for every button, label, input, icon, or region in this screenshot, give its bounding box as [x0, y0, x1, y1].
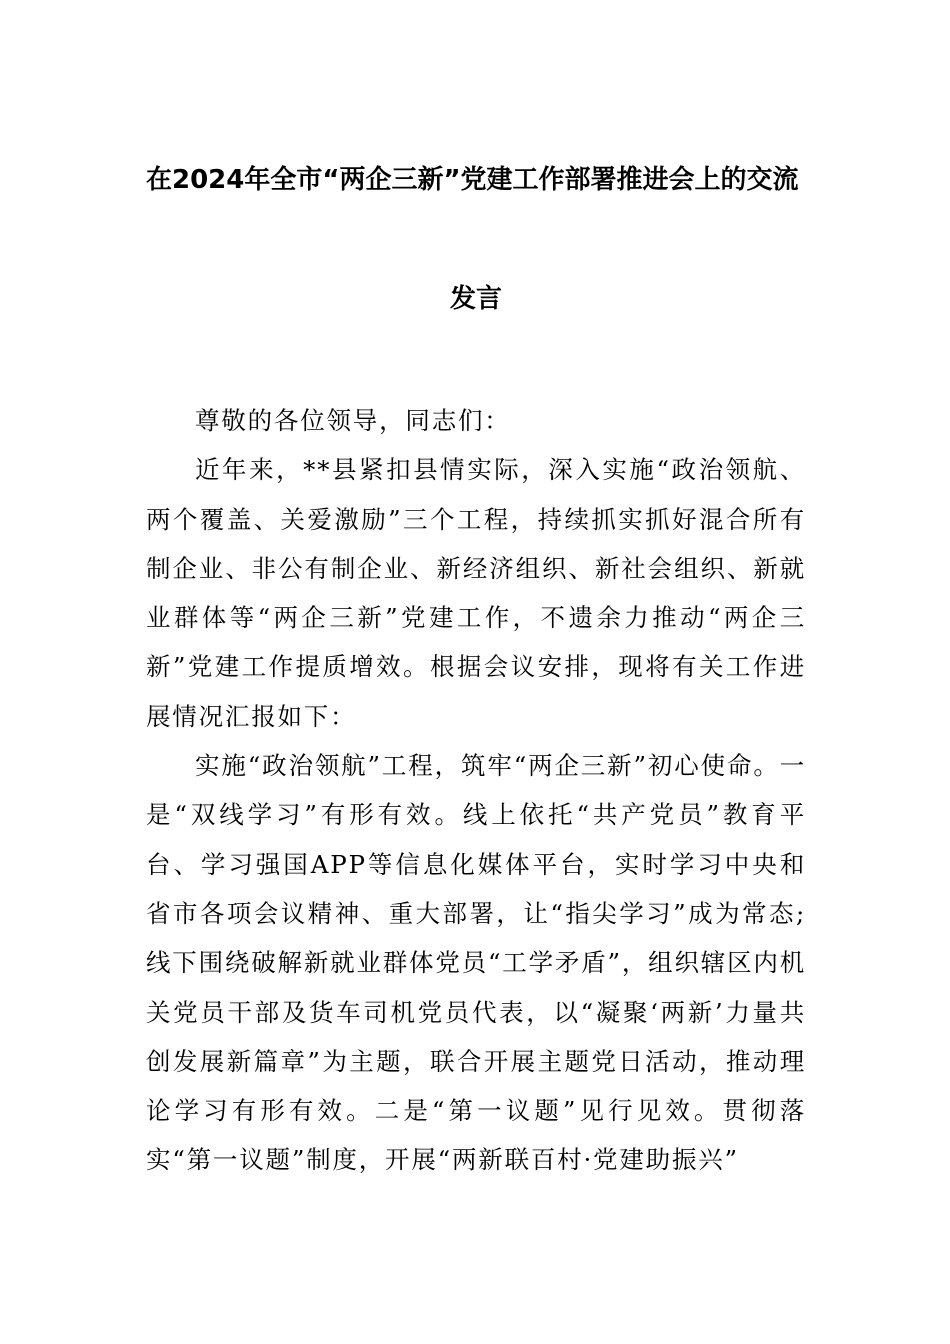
document-title-line-1: 在2024年全市“两企三新”党建工作部署推进会上的交流: [146, 165, 799, 195]
document-title-line-2: 发言: [449, 284, 502, 314]
document-body: [146, 396, 806, 1185]
paragraph-intro: 近年来，**县紧扣县情实际，深入实施“政治领航、两个覆盖、关爱激励”三个工程，持续抓实抓好混合所有制企业、非公有制企业、新经济组织、新社会组织、新就业群体等“两企三新”党建工作，不遗余力推动“两企三新”党建工作提质增效。根据会议安排，现将有关工作进展情况汇报如下：: [146, 455, 806, 731]
salutation: 尊敬的各位领导，同志们：: [195, 406, 511, 435]
paragraph-political-leadership: 实施“政治领航”工程，筑牢“两企三新”初心使命。一是“双线学习”有形有效。线上依托“共产党员”教育平台、学习强国APP等信息化媒体平台，实时学习中央和省市各项会议精神、重大部署，让“指尖学习”成为常态;线下围绕破解新就业群体党员“工学矛盾”，组织辖区内机关党员干部及货车司机党员代表，以“凝聚‘两新’力量共创发展新篇章”为主题，联合开展主题党日活动，推动理论学习有形有效。二是“第一议题”见行见效。贯彻落实“第一议题”制度，开展“两新联百村·党建助振兴”: [146, 751, 806, 1175]
